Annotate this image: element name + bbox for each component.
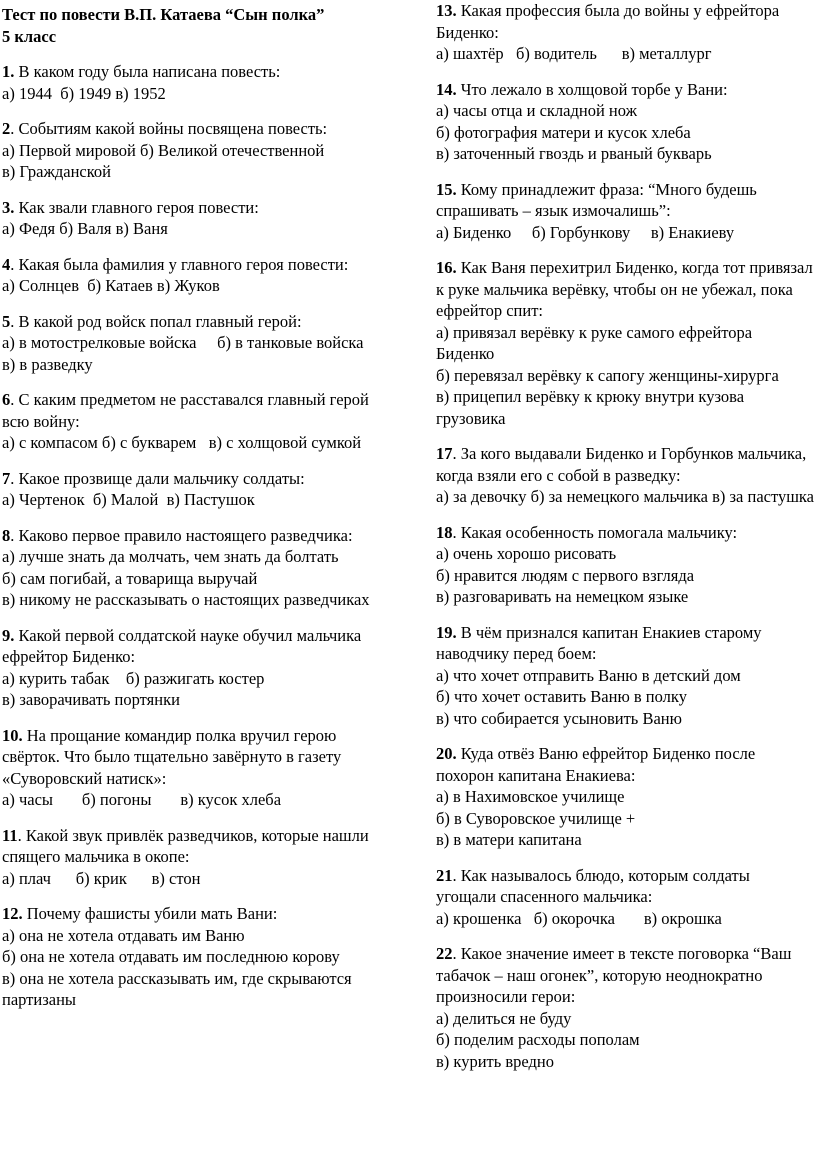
question-prompt: На прощание командир полка вручил герою свёрток. Что было тщательно завёрнуто в газету «Суворовский натиск»: (2, 725, 342, 788)
question-text (2, 311, 394, 333)
question-prompt: . Как называлось блюдо, которым солдаты угощали спасенного мальчика: (436, 865, 750, 906)
question-text (2, 389, 394, 432)
question-text (2, 118, 394, 140)
question-number: 18 (436, 522, 453, 542)
answer-options: а) Первой мировой б) Великой отечественной (2, 140, 325, 160)
answer-options: в) она не хотела рассказывать им, где скрываются партизаны (2, 968, 356, 1009)
answer-options: б) фотография матери и кусок хлеба (436, 122, 691, 142)
question-number: 6 (2, 390, 11, 409)
answer-options: а) Федя б) Валя в) Ваня (2, 219, 168, 238)
question-block (2, 118, 394, 183)
answer-options: а) с компасом б) с букварем в) с холщовой сумкой (2, 433, 362, 452)
answer-options: а) что хочет отправить Ваню в детский дом (436, 665, 741, 685)
question-text (2, 725, 394, 790)
question-number: 12. (2, 904, 23, 923)
question-number: 2 (2, 119, 11, 138)
question-number: 8 (2, 525, 11, 545)
answer-options: в) что собирается усыновить Ваню (436, 708, 682, 728)
answer-options: а) крошенка б) окорочка в) окрошка (436, 908, 722, 928)
answer-options: б) она не хотела отдавать им последнюю корову (2, 947, 340, 966)
question-text (2, 525, 394, 547)
answer-options: а) в Нахимовское училище (436, 787, 625, 806)
title-line: Тест по повести В.П. Катаева “Сын полка” (2, 5, 325, 24)
question-number: 15. (436, 179, 457, 199)
question-text (2, 825, 394, 868)
answer-options: в) курить вредно (436, 1051, 555, 1071)
question-prompt: Почему фашисты убили мать Вани: (22, 904, 278, 923)
question-number: 21 (436, 865, 453, 885)
grade-line: 5 класс (2, 26, 57, 46)
question-prompt: . Какое прозвище дали мальчику солдаты: (10, 468, 305, 488)
question-prompt: В каком году была написана повесть: (14, 62, 281, 81)
question-prompt: . Какое значение имеет в тексте поговорка “Ваш табачок – наш огонек”, которую неоднократно произносили герои: (436, 944, 792, 1006)
answer-options: а) Биденко б) Горбункову в) Енакиеву (436, 222, 735, 242)
question-text (436, 743, 814, 786)
question-block (2, 625, 394, 711)
answer-options: а) Чертенок б) Малой в) Пастушок (2, 490, 255, 509)
answer-options: б) сам погибай, а товарища выручай (2, 568, 258, 588)
answer-options: в) разговаривать на немецком языке (436, 587, 689, 606)
question-number: 10. (2, 725, 23, 745)
question-block (2, 468, 394, 511)
question-prompt: Как Ваня перехитрил Биденко, когда тот привязал к руке мальчика верёвку, чтобы он не убежал, пока ефрейтор спит: (436, 258, 813, 320)
question-block (436, 0, 814, 65)
question-text (436, 522, 814, 544)
answer-options: в) никому не рассказывать о настоящих разведчиках (2, 590, 370, 609)
question-prompt: . В какой род войск попал главный герой: (10, 311, 302, 331)
question-block (436, 257, 814, 429)
answer-options: б) поделим расходы пополам (436, 1030, 640, 1049)
test-title (2, 4, 394, 47)
question-prompt: . Событиям какой войны посвящена повесть: (10, 119, 328, 138)
question-block (2, 61, 394, 104)
question-prompt: . С каким предметом не расставался главный герой всю войну: (2, 390, 369, 431)
question-text (436, 622, 814, 665)
answer-options: а) лучше знать да молчать, чем знать да болтать (2, 547, 339, 566)
left-question-list (2, 61, 394, 1011)
question-prompt: . Каково первое правило настоящего разведчика: (10, 525, 353, 545)
right-question-list (436, 0, 814, 1072)
question-block (2, 903, 394, 1011)
answer-options: а) шахтёр б) водитель в) металлург (436, 44, 712, 63)
question-prompt: В чём признался капитан Енакиев старому наводчику перед боем: (436, 622, 762, 663)
question-text (436, 79, 814, 101)
question-prompt: . Какая была фамилия у главного героя повести: (10, 254, 349, 274)
question-text (436, 179, 814, 222)
question-block (2, 197, 394, 240)
question-block (436, 622, 814, 730)
question-text (2, 625, 394, 668)
question-prompt: . Какой звук привлёк разведчиков, которые нашли спящего мальчика в окопе: (2, 825, 369, 866)
question-number: 19. (436, 622, 457, 642)
answer-options: а) за девочку б) за немецкого мальчика в) за пастушка (436, 487, 815, 506)
question-block (436, 943, 814, 1072)
answer-options: б) что хочет оставить Ваню в полку (436, 687, 687, 706)
question-prompt: . За кого выдавали Биденко и Горбунков мальчика, когда взяли его с собой в разведку: (436, 444, 807, 485)
question-block (2, 725, 394, 811)
answer-options: а) привязал верёвку к руке самого ефрейтора Биденко (436, 322, 757, 363)
question-prompt: Какой первой солдатской науке обучил мальчика ефрейтор Биденко: (2, 625, 362, 666)
answer-options: а) делиться не буду (436, 1008, 572, 1028)
answer-options: а) 1944 б) 1949 в) 1952 (2, 83, 166, 103)
question-block (2, 825, 394, 890)
right-column (436, 0, 814, 1086)
question-block (436, 79, 814, 165)
question-text (436, 865, 814, 908)
question-block (2, 254, 394, 297)
question-block (436, 743, 814, 851)
answer-options: в) заворачивать портянки (2, 690, 180, 709)
question-text (2, 254, 394, 276)
answer-options: в) прицепил верёвку к крюку внутри кузова грузовика (436, 387, 749, 428)
question-number: 3. (2, 197, 15, 217)
answer-options: а) она не хотела отдавать им Ваню (2, 925, 245, 945)
question-number: 20. (436, 744, 457, 763)
answer-options: в) заточенный гвоздь и рваный букварь (436, 144, 712, 163)
question-block (436, 443, 814, 508)
question-number: 14. (436, 79, 457, 99)
question-number: 16. (436, 258, 457, 277)
answer-options: а) очень хорошо рисовать (436, 544, 617, 563)
question-text (436, 257, 814, 322)
question-text (2, 903, 394, 925)
question-prompt: Кому принадлежит фраза: “Много будешь спрашивать – язык измочалишь”: (436, 179, 757, 220)
question-prompt: . Какая особенность помогала мальчику: (452, 522, 738, 542)
question-number: 4 (2, 254, 11, 274)
question-number: 7 (2, 468, 11, 488)
question-number: 9. (2, 625, 15, 645)
question-text (436, 443, 814, 486)
question-block (2, 311, 394, 376)
answer-options: б) нравится людям с первого взгляда (436, 565, 695, 585)
answer-options: а) часы отца и складной нож (436, 101, 637, 120)
question-block (436, 179, 814, 244)
question-number: 22 (436, 944, 453, 963)
question-block (436, 522, 814, 608)
answer-options: а) в мотострелковые войска б) в танковые войска в) в разведку (2, 333, 389, 374)
question-number: 5 (2, 311, 11, 331)
question-text (2, 197, 394, 219)
question-number: 17 (436, 444, 453, 463)
question-text (2, 468, 394, 490)
answer-options: в) Гражданской (2, 162, 112, 181)
question-number: 13. (436, 1, 457, 20)
question-prompt: Какая профессия была до войны у ефрейтора Биденко: (436, 1, 780, 42)
answer-options: б) перевязал верёвку к сапогу женщины-хирурга (436, 365, 779, 385)
question-block (436, 865, 814, 930)
question-text (2, 61, 394, 83)
question-text (436, 0, 814, 43)
question-block (2, 525, 394, 611)
question-block (2, 389, 394, 454)
question-prompt: Как звали главного героя повести: (14, 197, 259, 217)
answer-options: а) плач б) крик в) стон (2, 868, 201, 888)
left-column (2, 0, 394, 1025)
question-text (436, 943, 814, 1008)
answer-options: а) курить табак б) разжигать костер (2, 668, 265, 688)
question-prompt: Куда отвёз Ваню ефрейтор Биденко после похорон капитана Енакиева: (436, 744, 756, 785)
question-number: 1. (2, 62, 15, 81)
answer-options: а) Солнцев б) Катаев в) Жуков (2, 276, 220, 295)
question-number: 11 (2, 825, 18, 845)
answer-options: б) в Суворовское училище + (436, 808, 636, 828)
question-prompt: Что лежало в холщовой торбе у Вани: (456, 79, 728, 99)
answer-options: в) в матери капитана (436, 830, 582, 849)
answer-options: а) часы б) погоны в) кусок хлеба (2, 790, 282, 809)
